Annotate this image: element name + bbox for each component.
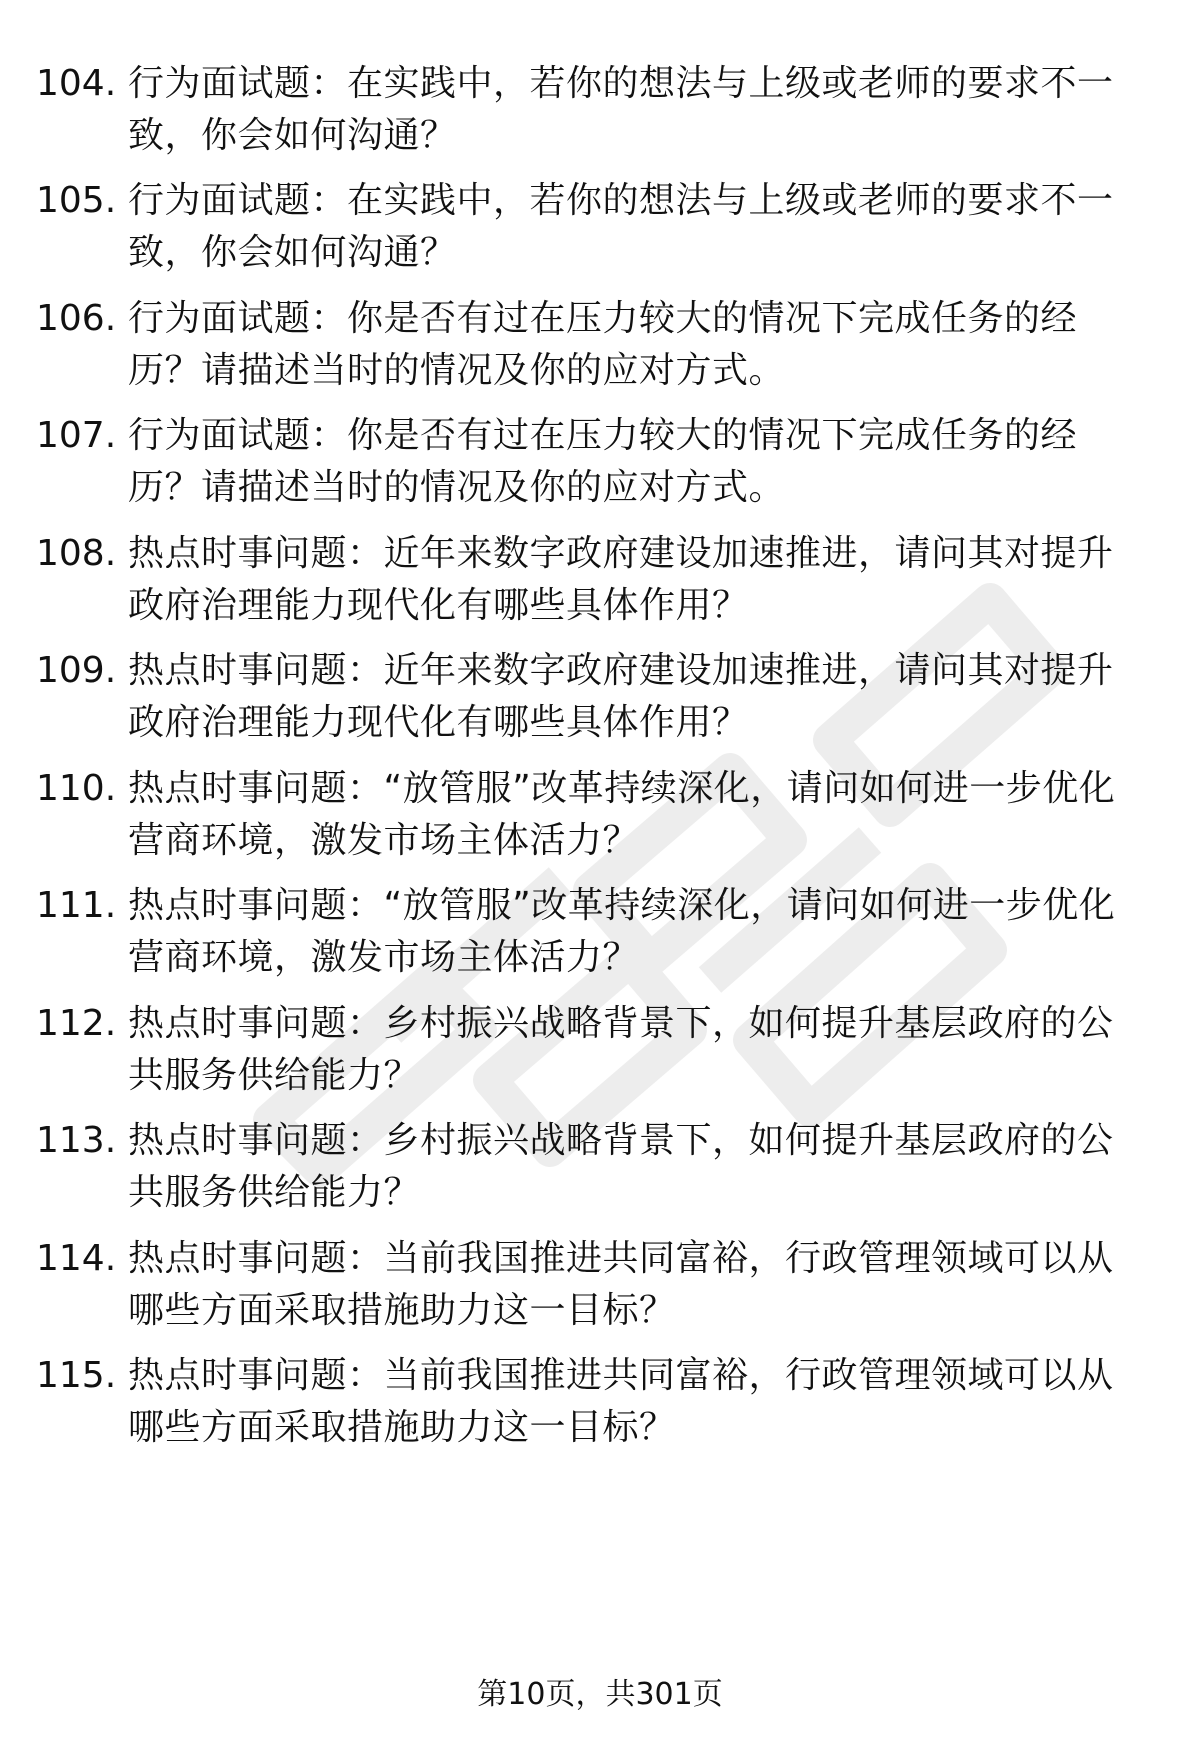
question-text: 行为面试题：你是否有过在压力较大的情况下完成任务的经历？请描述当时的情况及你的应对方式。 (128, 415, 1078, 508)
question-text: 热点时事问题：当前我国推进共同富裕，行政管理领域可以从哪些方面采取措施助力这一目标？ (128, 1238, 1114, 1331)
question-number: 107. (36, 415, 117, 456)
question-text: 行为面试题：你是否有过在压力较大的情况下完成任务的经历？请描述当时的情况及你的应对方式。 (128, 298, 1078, 391)
question-text: 热点时事问题：“放管服”改革持续深化，请问如何进一步优化营商环境，激发市场主体活力？ (128, 768, 1116, 861)
question-number: 111. (36, 885, 117, 926)
question-text: 热点时事问题：乡村振兴战略背景下，如何提升基层政府的公共服务供给能力？ (128, 1003, 1114, 1096)
question-text: 行为面试题：在实践中，若你的想法与上级或老师的要求不一致，你会如何沟通？ (128, 63, 1114, 156)
question-number: 105. (36, 180, 117, 221)
question-number: 110. (36, 768, 117, 809)
question-text: 热点时事问题：近年来数字政府建设加速推进，请问其对提升政府治理能力现代化有哪些具体作用？ (128, 650, 1114, 743)
question-text: 行为面试题：在实践中，若你的想法与上级或老师的要求不一致，你会如何沟通？ (128, 180, 1114, 273)
question-number: 114. (36, 1238, 117, 1279)
question-number: 106. (36, 298, 117, 339)
question-text: 热点时事问题：乡村振兴战略背景下，如何提升基层政府的公共服务供给能力？ (128, 1120, 1114, 1213)
question-number: 113. (36, 1120, 117, 1161)
question-number: 109. (36, 650, 117, 691)
question-text: 热点时事问题：近年来数字政府建设加速推进，请问其对提升政府治理能力现代化有哪些具体作用？ (128, 533, 1114, 626)
question-number: 104. (36, 63, 117, 104)
question-text: 热点时事问题：当前我国推进共同富裕，行政管理领域可以从哪些方面采取措施助力这一目标？ (128, 1355, 1114, 1448)
question-number: 108. (36, 533, 117, 574)
page-footer: 第10页，共301页 (477, 1677, 723, 1712)
question-text: 热点时事问题：“放管服”改革持续深化，请问如何进一步优化营商环境，激发市场主体活力？ (128, 885, 1116, 978)
question-number: 112. (36, 1003, 117, 1044)
question-number: 115. (36, 1355, 117, 1396)
